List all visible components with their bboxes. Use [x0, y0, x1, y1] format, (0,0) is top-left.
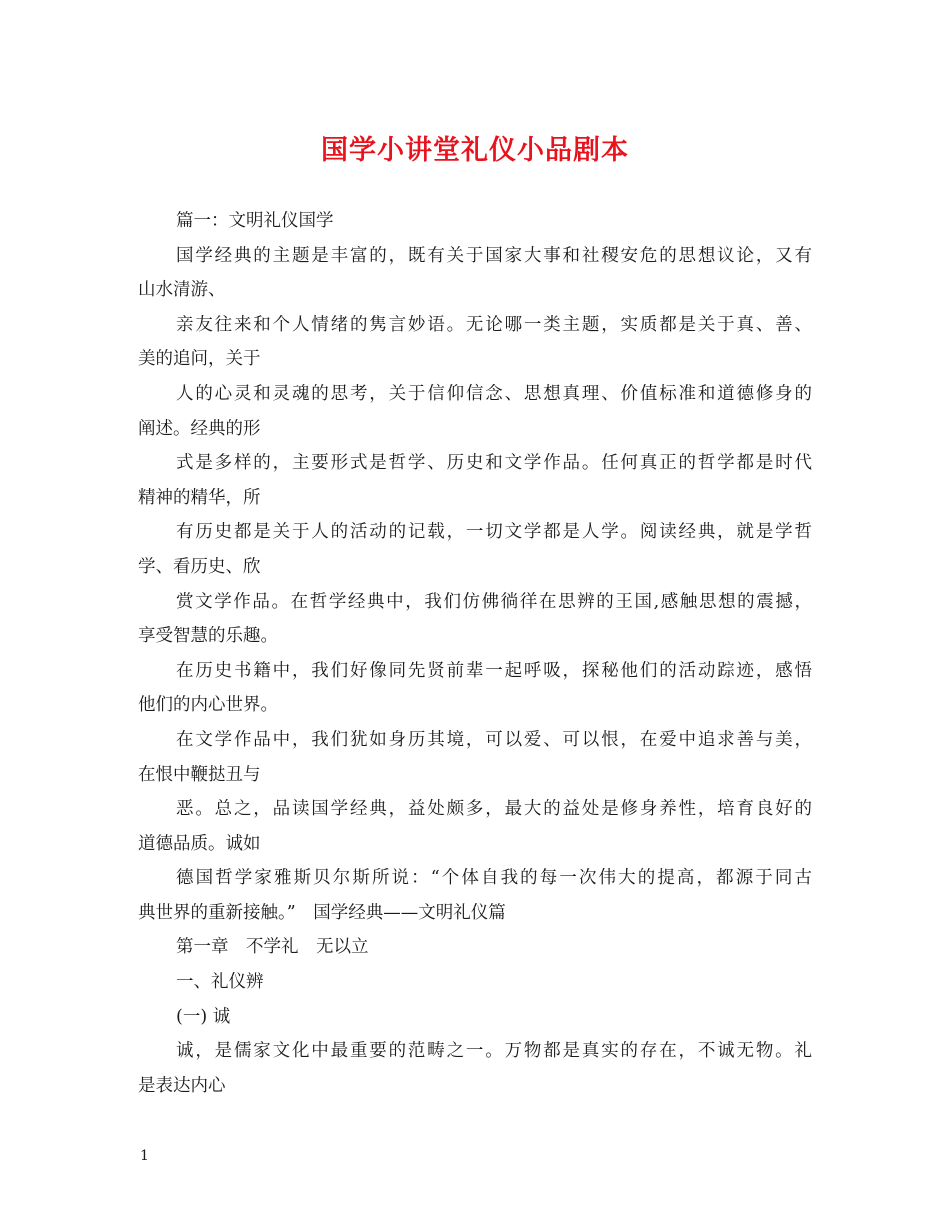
text-line: 他们的内心世界。 — [138, 695, 278, 716]
text-line: 国学经典的主题是丰富的，既有关于国家大事和社稷安危的思想议论，又有 — [176, 245, 812, 266]
text-line: 道德品质。诚如 — [138, 833, 261, 854]
text-line: 人的心灵和灵魂的思考，关于信仰信念、思想真理、价值标准和道德修身的 — [176, 383, 812, 404]
text-line: 有历史都是关于人的活动的记载，一切文学都是人学。阅读经典，就是学哲 — [176, 522, 812, 543]
text-line: 在恨中鞭挞丑与 — [138, 764, 261, 785]
page-number: 1 — [140, 1148, 149, 1164]
text-line: (一) 诚 — [176, 1006, 231, 1027]
text-line: 一、礼仪辨 — [176, 972, 264, 993]
text-line: 德国哲学家雅斯贝尔斯所说：“个体自我的每一次伟大的提高，都源于同古 — [176, 868, 812, 889]
text-line: 恶。总之，品读国学经典，益处颇多，最大的益处是修身养性，培育良好的 — [176, 799, 812, 820]
text-line: 篇一：文明礼仪国学 — [176, 211, 334, 231]
text-line: 山水清游、 — [138, 280, 226, 301]
text-line: 亲友往来和个人情绪的隽言妙语。无论哪一类主题，实质都是关于真、善、 — [176, 314, 812, 335]
text-line: 诚，是儒家文化中最重要的范畴之一。万物都是真实的存在，不诚无物。礼 — [176, 1041, 812, 1062]
text-line: 享受智慧的乐趣。 — [138, 626, 278, 647]
document-title: 国学小讲堂礼仪小品剧本 — [321, 135, 629, 166]
text-line: 典世界的重新接触。” 国学经典——文明礼仪篇 — [138, 902, 506, 923]
text-line: 美的追问，关于 — [138, 349, 261, 370]
text-line: 第一章 不学礼 无以立 — [176, 937, 369, 958]
text-line: 阐述。经典的形 — [138, 418, 261, 439]
text-line: 是表达内心 — [138, 1075, 226, 1096]
text-line: 赏文学作品。在哲学经典中，我们仿佛徜徉在思辨的王国,感触思想的震撼， — [176, 591, 812, 612]
text-line: 在文学作品中，我们犹如身历其境，可以爱、可以恨，在爱中追求善与美， — [176, 729, 812, 750]
text-line: 学、看历史、欣 — [138, 556, 261, 577]
text-line: 在历史书籍中，我们好像同先贤前辈一起呼吸，探秘他们的活动踪迹，感悟 — [176, 660, 812, 681]
text-line: 式是多样的，主要形式是哲学、历史和文学作品。任何真正的哲学都是时代 — [176, 453, 812, 474]
text-line: 精神的精华，所 — [138, 487, 261, 508]
document-body — [138, 204, 812, 1103]
